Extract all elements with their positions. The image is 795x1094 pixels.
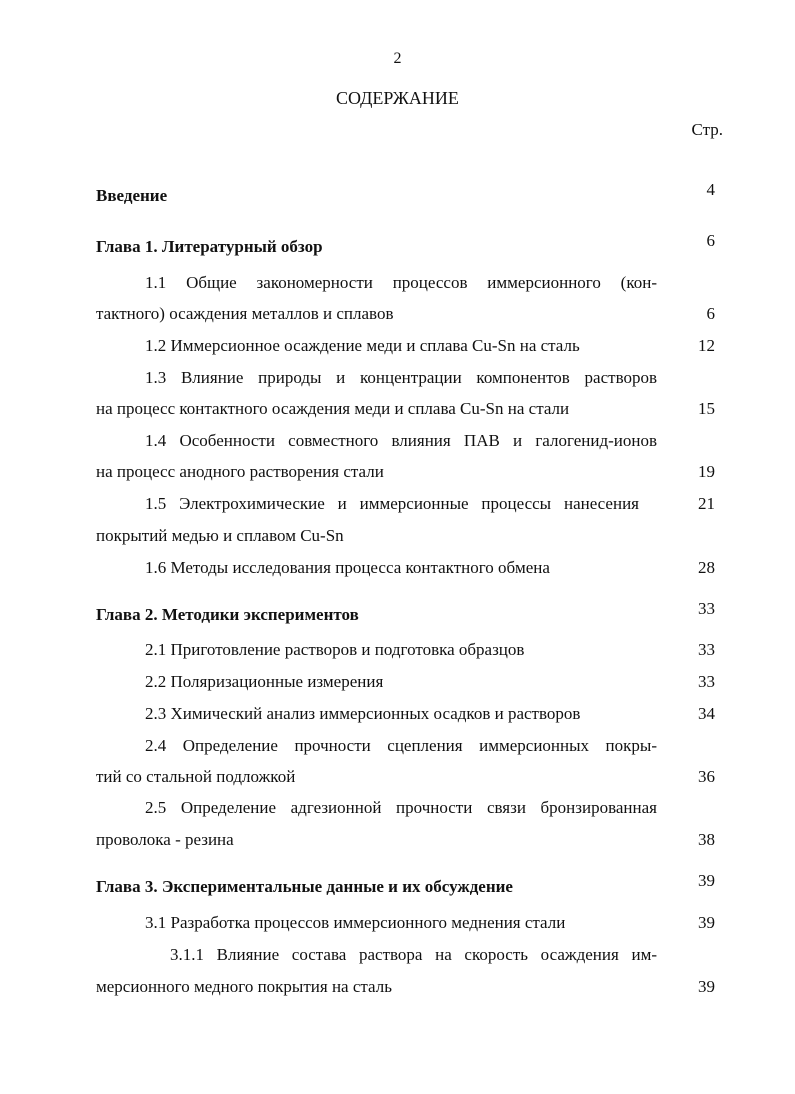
toc-section-title-continued: на процесс контактного осаждения меди и сплава Cu-Sn на стали: [96, 399, 570, 418]
toc-section-title: 1.3 Влияние природы и концентрации компонентов растворов: [145, 368, 657, 387]
toc-section-title: 2.5 Определение адгезионной прочности связи бронзированная: [145, 798, 657, 817]
toc-section-title: 1.6 Методы исследования процесса контактного обмена: [145, 558, 550, 577]
toc-section-title-continued: тактного) осаждения металлов и сплавов: [96, 304, 394, 323]
toc-section-title: 1.1 Общие закономерности процессов иммерсионного (кон-: [145, 273, 657, 292]
toc-page-number: 6: [706, 304, 715, 323]
toc-page-number: 4: [706, 180, 715, 199]
toc-page-number: 33: [698, 672, 715, 691]
toc-page-number: 36: [698, 767, 715, 786]
toc-section-title-continued: тий со стальной подложкой: [96, 767, 296, 786]
toc-section-title-continued: проволока - резина: [96, 830, 234, 849]
toc-chapter-title: Введение: [96, 186, 168, 205]
toc-page-number: 19: [698, 462, 715, 481]
toc-page-number: 34: [698, 704, 715, 723]
toc-section-title: 1.4 Особенности совместного влияния ПАВ и галогенид-ионов: [145, 431, 657, 450]
toc-page-number: 28: [698, 558, 715, 577]
toc-subsection-title: 3.1.1 Влияние состава раствора на скорость осаждения им-: [170, 945, 657, 964]
toc-page-number: 39: [698, 871, 715, 890]
toc-section-title-continued: покрытий медью и сплавом Cu-Sn: [96, 526, 344, 545]
toc-page-number: 33: [698, 599, 715, 618]
toc-page-number: 38: [698, 830, 715, 849]
toc-chapter-title: Глава 1. Литературный обзор: [96, 237, 323, 256]
page-number: 2: [393, 50, 402, 67]
toc-page-number: 39: [698, 977, 715, 996]
toc-page-number: 21: [698, 494, 715, 513]
toc-page-number: 6: [706, 231, 715, 250]
toc-chapter-title: Глава 3. Экспериментальные данные и их обсуждение: [96, 877, 513, 896]
toc-page-number: 39: [698, 913, 715, 932]
toc-page-number: 12: [698, 336, 715, 355]
page-title: СОДЕРЖАНИЕ: [336, 88, 459, 108]
toc-subsection-title-continued: мерсионного медного покрытия на сталь: [96, 977, 392, 996]
toc-section-title: 1.5 Электрохимические и иммерсионные процессы нанесения: [145, 494, 639, 513]
toc-section-title: 2.1 Приготовление растворов и подготовка образцов: [145, 640, 525, 659]
toc-chapter-title: Глава 2. Методики экспериментов: [96, 605, 359, 624]
toc-section-title: 3.1 Разработка процессов иммерсионного меднения стали: [145, 913, 566, 932]
toc-section-title: 2.4 Определение прочности сцепления иммерсионных покры-: [145, 736, 657, 755]
toc-section-title: 1.2 Иммерсионное осаждение меди и сплава Cu-Sn на сталь: [145, 336, 580, 355]
toc-section-title-continued: на процесс анодного растворения стали: [96, 462, 384, 481]
page-column-header: Стр.: [691, 120, 723, 139]
toc-section-title: 2.3 Химический анализ иммерсионных осадков и растворов: [145, 704, 581, 723]
toc-page-number: 33: [698, 640, 715, 659]
toc-page-number: 15: [698, 399, 715, 418]
toc-section-title: 2.2 Поляризационные измерения: [145, 672, 384, 691]
